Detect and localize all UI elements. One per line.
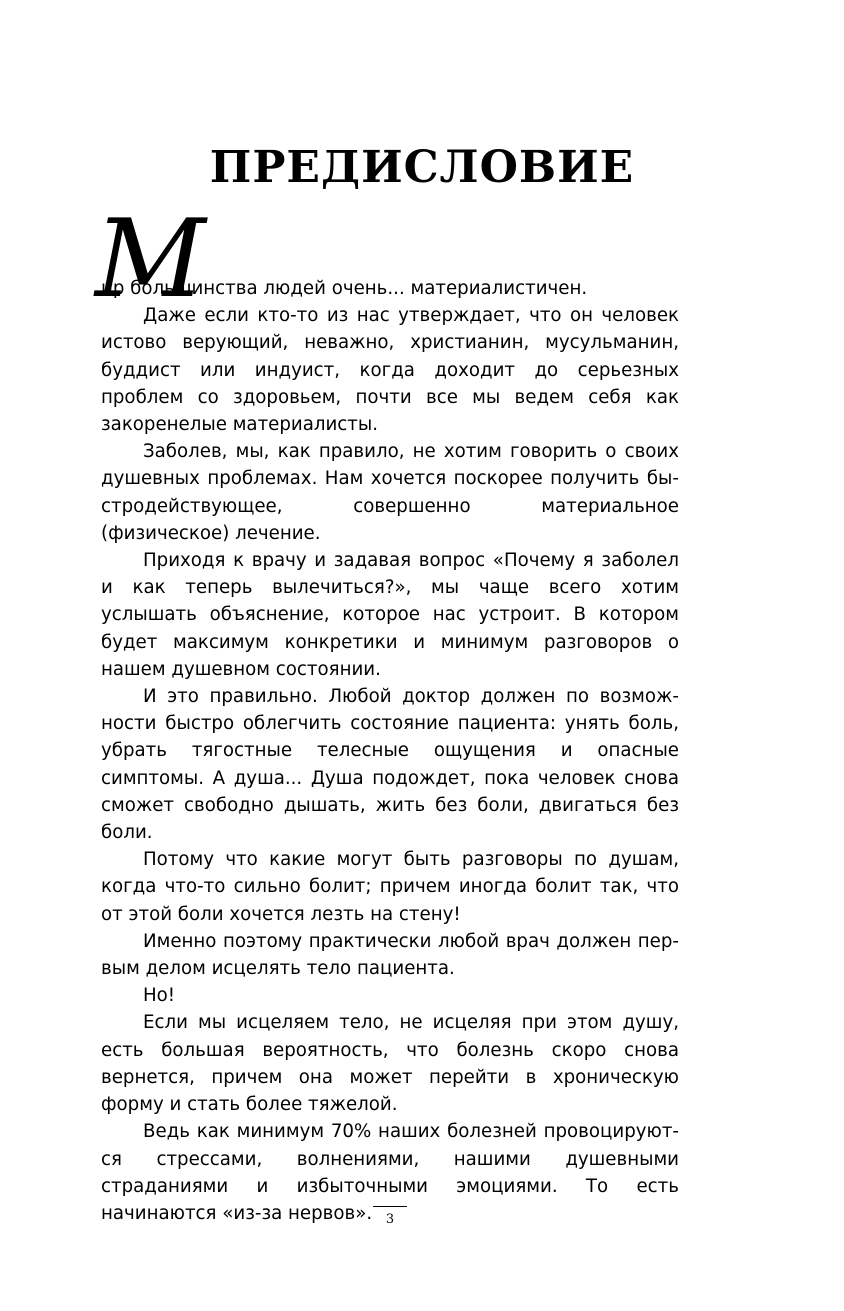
drop-cap: М (95, 197, 206, 322)
body-text (95, 197, 679, 1227)
paragraph: Ведь как минимум 70% наших болезней провоцируются стрессами, волнениями, нашими душевными страданиями и избыточными эмоциями. То есть начинаются «из-за нервов». (101, 1121, 679, 1224)
paragraph: Даже если кто-то из нас утверждает, что он человек истово верующий, неважно, христианин, мусульманин, буддист или индуист, когда доходит до серьезных проблем со здоровьем, почти все мы ведем себя как закоренелые материалисты. (101, 305, 679, 436)
paragraph: Если мы исцеляем тело, не исцеляя при этом душу, есть большая вероятность, что болезнь скоро снова вернется, причем она может перейти в хроническую форму и стать более тяжелой. (101, 1012, 679, 1116)
page-number-rule (373, 1206, 407, 1207)
page-number: 3 (385, 1212, 395, 1227)
chapter-title: ПРЕДИСЛОВИЕ (209, 142, 635, 193)
paragraph: И это правильно. Любой доктор должен по возможности быстро облегчить состояние пациента: унять боль, убрать тягостные телесные ощущения и опасные симптомы. А душа... Душа подождет, пока человек снова сможет свободно дышать, жить без боли, двигаться без боли. (101, 686, 679, 844)
paragraph: Приходя к врачу и задавая вопрос «Почему я заболел и как теперь вылечиться?», мы чаще всего хотим услышать объяснение, которое нас устроит. В котором будет максимум конкретики и минимум разговоров о нашем душевном состоянии. (101, 550, 679, 680)
paragraph-text: ир большинства людей очень... материалистичен. (101, 278, 588, 299)
paragraph: Но! (143, 985, 176, 1007)
paragraph: Заболев, мы, как правило, не хотим говорить о своих душевных проблемах. Нам хочется поскорее получить быстродействующее, совершенно материальное (физическое) лечение. (101, 441, 679, 544)
paragraph: Потому что какие могут быть разговоры по душам, когда что-то сильно болит; причем иногда болит так, что от этой боли хочется лезть на стену! (101, 849, 679, 925)
paragraph: Именно поэтому практически любой врач должен первым делом исцелять тело пациента. (101, 930, 679, 980)
paragraph (95, 197, 679, 322)
